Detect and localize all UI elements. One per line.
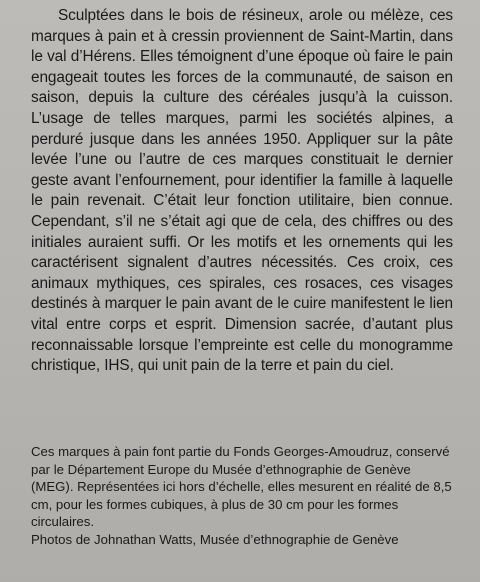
caption [31, 443, 455, 549]
caption-credit: Photos de Johnathan Watts, Musée d’ethnographie de Genève [31, 531, 399, 547]
caption-description: Ces marques à pain font partie du Fonds Georges-Amoudruz, conservé par le Département Europe du Musée d’ethnographie de Genève (MEG). Représentées ici hors d’échelle, elles mesurent en réalité de 8,5 cm, pour les formes cubiques, à plus de 30 cm pour les formes circulaires. [31, 444, 452, 530]
main-paragraph-text: Sculptées dans le bois de résineux, arole ou mélèze, ces marques à pain et à cressin proviennent de Saint-Martin, dans le val d’Hérens. Elles témoignent d’une époque où faire le pain engageait toutes les forces de la communauté, de saison en saison, depuis la culture des céréales jusqu’à la cuisson. L’usage de telles marques, parmi les sociétés alpines, a perduré jusque dans les années 1950. Appliquer sur la pâte levée l’une ou l’autre de ces marques constituait le dernier geste avant l’enfournement, pour identifier la famille à laquelle le pain revenait. C’était leur fonction utilitaire, bien connue. Cependant, s’il ne s’était agi que de cela, des chiffres ou des initiales auraient suffi. Or les motifs et les ornements qui les caractérisent signalent d’autres nécessités. Ces croix, ces animaux mythiques, ces spirales, ces rosaces, ces visages destinés à marquer le pain avant de le cuire manifestent le lien vital entre corps et esprit. Dimension sacrée, d’autant plus reconnaissable lorsque l’empreinte est celle du monogramme christique, IHS, qui unit pain de la terre et pain du ciel. [31, 7, 453, 375]
main-paragraph [31, 6, 453, 377]
